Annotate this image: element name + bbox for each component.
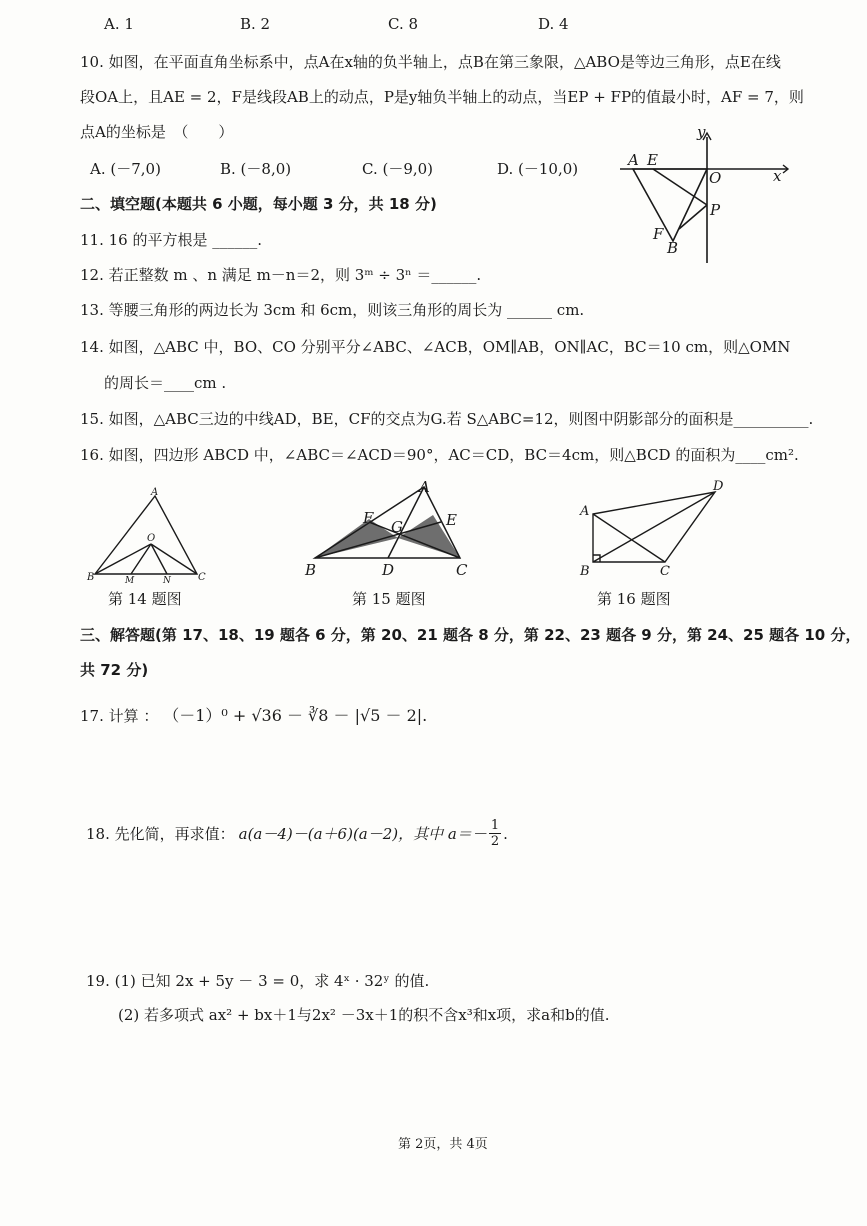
q18-end: . [503, 824, 508, 843]
q10-option-a: A. (－7,0) [90, 160, 161, 178]
q10-label-f: F [653, 225, 664, 243]
fig15-label-b: B [305, 561, 317, 579]
q10-line-2: 段OA上，且AE = 2，F是线段AB上的动点，P是y轴负半轴上的动点，当EP + FP的值最小时，AF = 7，则 [80, 88, 804, 106]
fig16-label-d: D [713, 479, 724, 494]
fig14-label-n: N [163, 576, 171, 584]
q10-label-a: A [628, 151, 639, 169]
q18 [86, 818, 508, 849]
fig15-label-f: F [363, 509, 374, 527]
fig15-label-c: C [456, 561, 468, 579]
q18-fraction-numerator: 1 [490, 818, 500, 833]
q9-option-c: C. 8 [388, 15, 419, 33]
q10-label-b: B [667, 239, 679, 257]
fig14-label-b: B [87, 572, 95, 583]
q11: 11. 16 的平方根是 ______. [80, 231, 263, 249]
q10-label-p: P [710, 201, 721, 219]
fig14-caption: 第 14 题图 [108, 590, 182, 608]
fig16-label-b: B [580, 564, 590, 579]
q10-figure [615, 125, 790, 265]
q13: 13. 等腰三角形的两边长为 3cm 和 6cm，则该三角形的周长为 ______ cm. [80, 301, 585, 319]
q10-label-x: x [773, 167, 782, 185]
q9-option-a: A. 1 [104, 15, 134, 33]
section-3-heading-line-1: 三、解答题(第 17、18、19 题各 6 分，第 20、21 题各 8 分，第 22、23 题各 9 分，第 24、25 题各 10 分， [80, 626, 861, 644]
fig16-label-c: C [660, 564, 670, 579]
fig15-label-g: G [391, 518, 403, 536]
q15: 15. 如图，△ABC三边的中线AD，BE，CF的交点为G.若 S△ABC=12，则图中阴影部分的面积是__________. [80, 410, 814, 428]
fig15-label-a: A [419, 478, 430, 496]
q17 [80, 703, 427, 726]
q18-prefix: 18. 先化简，再求值： [86, 825, 235, 843]
q9-option-b: B. 2 [240, 15, 271, 33]
fig14-label-a: A [151, 487, 159, 498]
fig15-label-e: E [446, 511, 457, 529]
q10-label-y: y [697, 125, 706, 141]
fig16-quadrilateral [575, 478, 735, 582]
q10-line-3: 点A的坐标是 （ ） [80, 123, 234, 141]
q16: 16. 如图，四边形 ABCD 中，∠ABC＝∠ACD＝90°，AC＝CD，BC＝4cm，则△BCD 的面积为____cm². [80, 446, 799, 464]
q19-part-2: (2) 若多项式 ax² + bx＋1与2x² －3x＋1的积不含x³和x项，求a和b的值. [118, 1006, 610, 1024]
q10-label-o: O [709, 169, 722, 187]
fig14-triangle [85, 484, 215, 584]
q14-line-2: 的周长＝____cm . [104, 374, 227, 392]
section-2-heading: 二、填空题(本题共 6 小题，每小题 3 分，共 18 分) [80, 195, 437, 213]
q17-prefix: 17. 计算 ： [80, 707, 159, 725]
fig14-label-m: M [125, 576, 135, 584]
q10-label-e: E [647, 151, 658, 169]
fig15-caption: 第 15 题图 [352, 590, 426, 608]
fig16-label-a: A [580, 504, 590, 519]
q18-fraction [489, 818, 501, 849]
section-3-heading-line-2: 共 72 分) [80, 661, 149, 679]
fig15-triangle [300, 478, 480, 582]
q18-fraction-denominator: 2 [490, 834, 500, 849]
q18-expression: a(a－4)－(a＋6)(a－2)，其中 a＝－ [238, 825, 487, 843]
q10-option-c: C. (－9,0) [362, 160, 434, 178]
q10-option-b: B. (－8,0) [220, 160, 292, 178]
q17-expression: （－1）⁰ + √36 － ∛8 － |√5 － 2|. [163, 706, 428, 725]
fig14-label-c: C [198, 572, 206, 583]
q14-line-1: 14. 如图，△ABC 中，BO、CO 分别平分∠ABC、∠ACB，OM∥AB，ON∥AC，BC＝10 cm，则△OMN [80, 338, 791, 356]
fig15-label-d: D [382, 561, 395, 579]
q19-part-1: 19. (1) 已知 2x + 5y － 3 = 0，求 4ˣ · 32ʸ 的值. [86, 972, 430, 990]
fig16-caption: 第 16 题图 [597, 590, 671, 608]
q10-line-1: 10. 如图，在平面直角坐标系中，点A在x轴的负半轴上，点B在第三象限，△ABO是等边三角形，点E在线 [80, 53, 781, 71]
page-footer: 第 2页，共 4页 [398, 1137, 488, 1152]
q9-option-d: D. 4 [538, 15, 569, 33]
q12: 12. 若正整数 m 、n 满足 m－n＝2，则 3ᵐ ÷ 3ⁿ ＝______. [80, 266, 482, 284]
fig14-label-o: O [147, 533, 156, 544]
q10-option-d: D. (－10,0) [497, 160, 579, 178]
